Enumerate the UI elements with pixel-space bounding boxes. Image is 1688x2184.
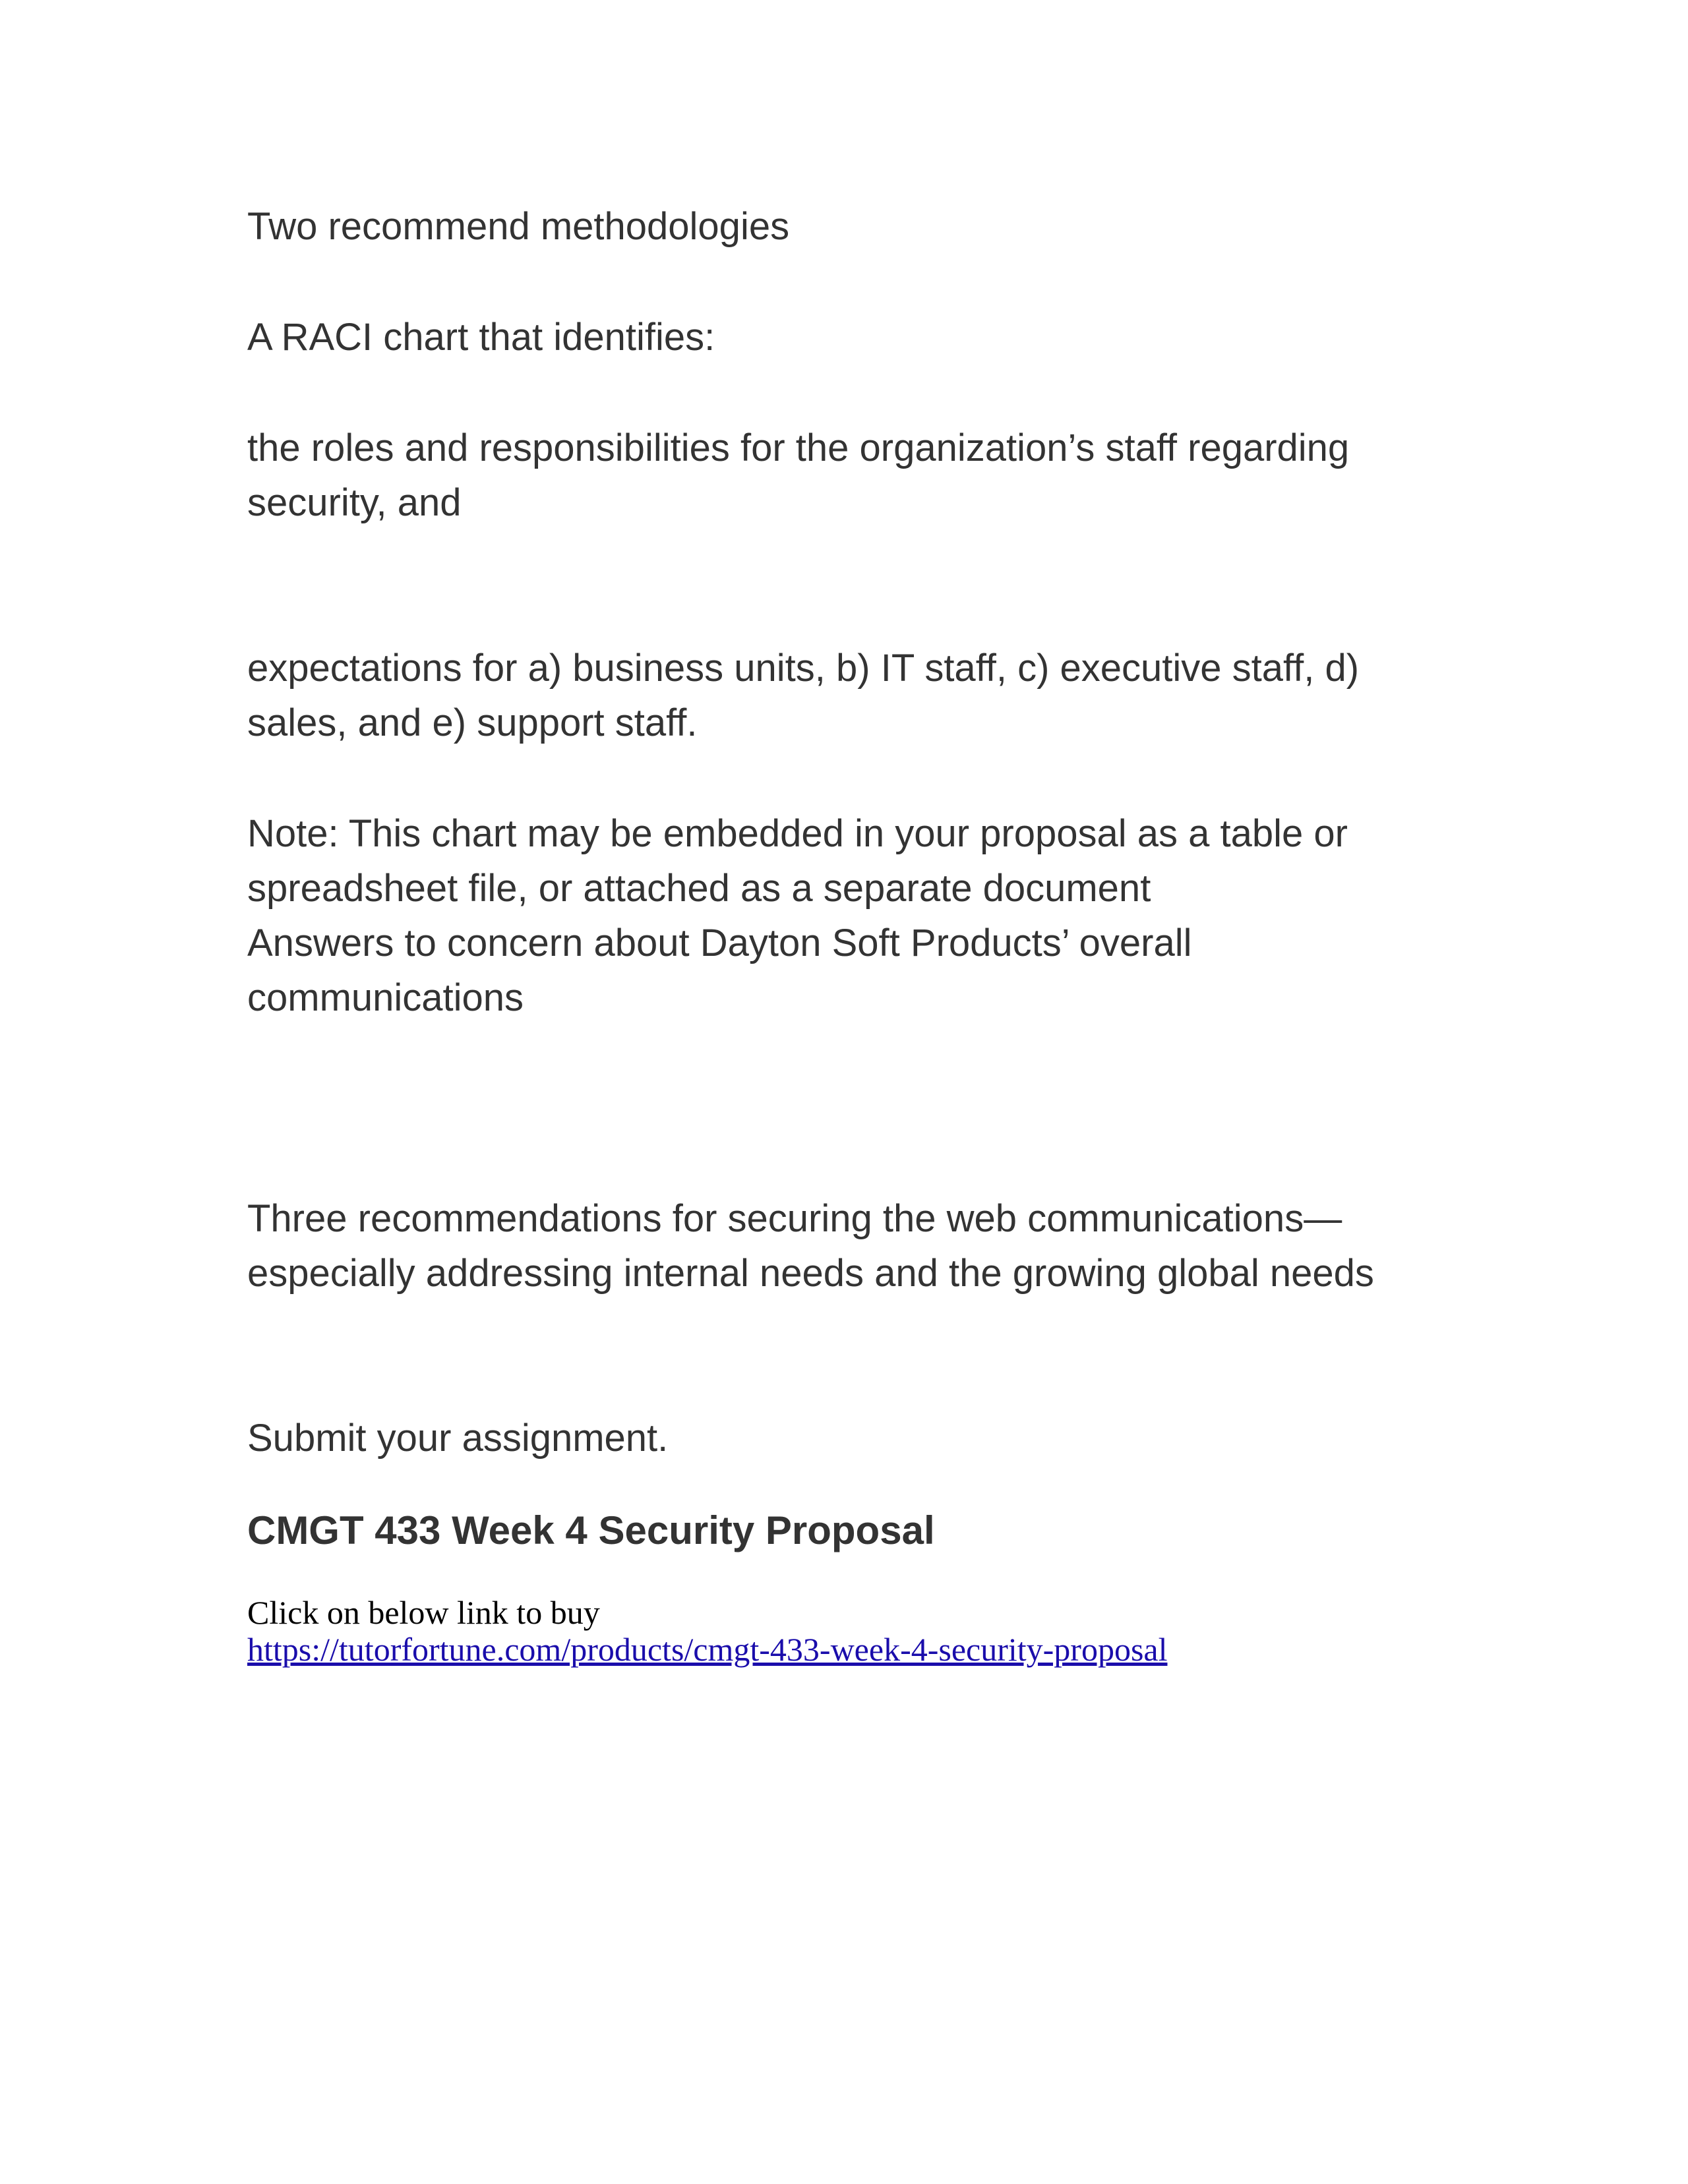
roles-paragraph	[247, 421, 1349, 530]
methodologies-paragraph	[247, 199, 789, 254]
note-line-4: communications	[247, 976, 524, 1019]
recommendations-line-2: especially addressing internal needs and the growing global needs	[247, 1252, 1374, 1295]
methodologies-text: Two recommend methodologies	[247, 205, 790, 248]
recommendations-line-1: Three recommendations for securing the web communications—	[247, 1197, 1342, 1240]
roles-line-2: security, and	[247, 481, 462, 524]
recommendations-paragraph	[247, 1191, 1374, 1301]
expectations-line-2: sales, and e) support staff.	[247, 701, 698, 744]
submit-text: Submit your assignment.	[247, 1417, 669, 1460]
roles-line-1: the roles and responsibilities for the organization’s staff regarding	[247, 427, 1350, 469]
expectations-line-1: expectations for a) business units, b) IT staff, c) executive staff, d)	[247, 647, 1360, 690]
buy-link[interactable]: https://tutorfortune.com/products/cmgt-433-week-4-security-proposal	[247, 1631, 1168, 1668]
submit-paragraph	[247, 1411, 668, 1465]
raci-intro-paragraph	[247, 310, 715, 365]
page-title: CMGT 433 Week 4 Security Proposal	[247, 1508, 935, 1552]
raci-intro-text: A RACI chart that identifies:	[247, 316, 715, 359]
expectations-paragraph	[247, 641, 1359, 750]
note-line-3: Answers to concern about Dayton Soft Products’ overall	[247, 922, 1192, 964]
note-line-2: spreadsheet file, or attached as a separate document	[247, 867, 1151, 910]
buy-prompt-text: Click on below link to buy	[247, 1594, 600, 1631]
note-paragraph	[247, 806, 1348, 1025]
note-line-1: Note: This chart may be embedded in your proposal as a table or	[247, 812, 1348, 855]
